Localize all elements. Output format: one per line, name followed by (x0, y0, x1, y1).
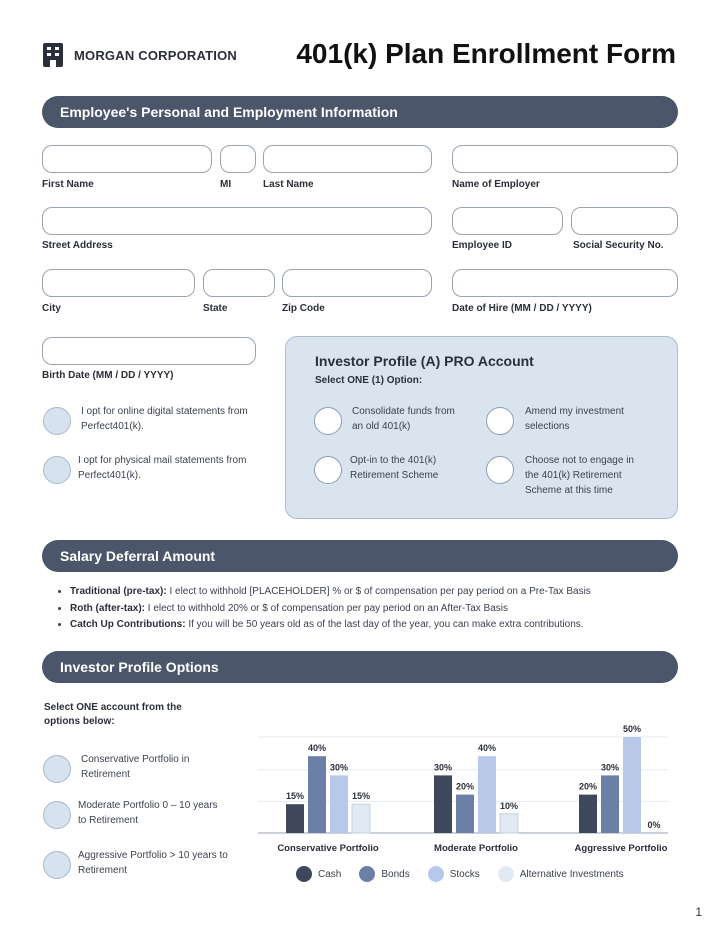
legend-swatch (296, 866, 312, 882)
bar-data-label: 40% (477, 743, 497, 754)
bar-stocks (330, 775, 348, 833)
conservative-portfolio-radio[interactable] (43, 755, 71, 783)
investor-box-title: Investor Profile (A) PRO Account (315, 353, 534, 369)
zip-code-field[interactable] (282, 269, 432, 297)
street-address-field[interactable] (42, 207, 432, 235)
category-label: Moderate Portfolio (434, 843, 518, 854)
building-icon (42, 42, 64, 68)
bar-data-label: 15% (285, 791, 305, 802)
bar-data-label: 20% (455, 781, 475, 792)
mi-field[interactable] (220, 145, 256, 173)
legend-swatch (359, 866, 375, 882)
zip-code-label: Zip Code (282, 303, 325, 314)
legend-label: Alternative Investments (519, 868, 624, 880)
opt-out-radio[interactable] (486, 456, 514, 484)
company-name: MORGAN CORPORATION (74, 47, 237, 63)
category-label: Aggressive Portfolio (574, 843, 668, 854)
ssn-field[interactable] (571, 207, 678, 235)
legend-item (498, 866, 624, 882)
last-name-field[interactable] (263, 145, 432, 173)
opt-in-radio[interactable] (314, 456, 342, 484)
document-title: 401(k) Plan Enrollment Form (296, 38, 676, 69)
legend-item (428, 866, 480, 882)
consolidate-funds-label: Consolidate funds from an old 401(k) (352, 406, 455, 432)
opt-in-label: Opt-in to the 401(k) Retirement Scheme (350, 455, 439, 481)
bar-data-label: 40% (307, 743, 327, 754)
last-name-label: Last Name (263, 179, 314, 190)
street-address-label: Street Address (42, 240, 113, 251)
first-name-label: First Name (42, 179, 94, 190)
legend-swatch (428, 866, 444, 882)
bar-cash (286, 804, 304, 833)
first-name-field[interactable] (42, 145, 212, 173)
bar-cash (579, 795, 597, 833)
city-field[interactable] (42, 269, 195, 297)
hire-date-field[interactable] (452, 269, 678, 297)
city-label: City (42, 303, 61, 314)
online-statements-label: I opt for online digital statements from Perfect401(k). (81, 406, 248, 432)
birth-date-label: Birth Date (MM / DD / YYYY) (42, 370, 174, 381)
state-field[interactable] (203, 269, 275, 297)
bar-data-label: 20% (578, 781, 598, 792)
legend-label: Bonds (381, 868, 410, 880)
employer-field[interactable] (452, 145, 678, 173)
amend-selections-label: Amend my investment selections (525, 406, 624, 432)
bar-data-label: 30% (433, 762, 453, 773)
portfolio-allocation-chart (258, 720, 678, 890)
legend-label: Stocks (449, 868, 480, 880)
category-label: Conservative Portfolio (277, 843, 379, 854)
legend-item (296, 866, 341, 882)
bar-bonds (601, 775, 619, 833)
bar-alternative-investments (500, 814, 518, 833)
aggressive-portfolio-radio[interactable] (43, 851, 71, 879)
bar-stocks (478, 756, 496, 833)
consolidate-funds-radio[interactable] (314, 407, 342, 435)
company-brand (42, 42, 237, 68)
moderate-portfolio-label: Moderate Portfolio 0 – 10 years to Retirement (78, 800, 218, 826)
bar-alternative-investments (352, 804, 370, 833)
ssn-label: Social Security No. (573, 240, 664, 251)
bar-data-label: 30% (600, 762, 620, 773)
page-number: 1 (695, 905, 702, 919)
bar-bonds (456, 795, 474, 833)
chart-svg (258, 720, 678, 860)
list-item: • Traditional (pre-tax): I elect to withhold [PLACEHOLDER] % or $ of compensation per pay period on a Pre-Tax Basis (70, 584, 591, 601)
employee-id-label: Employee ID (452, 240, 513, 251)
mail-statements-radio[interactable] (43, 456, 71, 484)
amend-selections-radio[interactable] (486, 407, 514, 435)
opt-out-label: Choose not to engage in the 401(k) Retirement Scheme at this time (525, 455, 634, 496)
bar-data-label: 0% (647, 820, 661, 830)
mi-label: MI (220, 179, 232, 190)
legend-label: Cash (318, 868, 342, 880)
investor-box-subtitle: Select ONE (1) Option: (315, 375, 423, 386)
bar-bonds (308, 756, 326, 833)
bar-data-label: 15% (351, 791, 371, 802)
deferral-list (70, 584, 591, 634)
bar-cash (434, 775, 452, 833)
online-statements-radio[interactable] (43, 407, 71, 435)
section-heading-salary: Salary Deferral Amount (42, 540, 678, 572)
select-account-note: Select ONE account from the options below: (44, 702, 182, 727)
bar-stocks (623, 737, 641, 833)
aggressive-portfolio-label: Aggressive Portfolio > 10 years to Retirement (78, 850, 228, 876)
bar-data-label: 50% (622, 724, 642, 734)
list-item: • Roth (after-tax): I elect to withhold 20% or $ of compensation per pay period on an After-Tax Basis (70, 601, 591, 618)
employer-label: Name of Employer (452, 179, 540, 190)
list-item: • Catch Up Contributions: If you will be 50 years old as of the last day of the year, you can make extra contributions. (70, 617, 591, 634)
bar-data-label: 30% (329, 762, 349, 773)
chart-legend (296, 866, 624, 882)
state-label: State (203, 303, 228, 314)
legend-swatch (498, 866, 514, 882)
section-heading-investor-options: Investor Profile Options (42, 651, 678, 683)
section-heading-personal: Employee's Personal and Employment Information (42, 96, 678, 128)
conservative-portfolio-label: Conservative Portfolio in Retirement (81, 754, 190, 780)
hire-date-label: Date of Hire (MM / DD / YYYY) (452, 303, 592, 314)
investor-profile-box (285, 336, 678, 519)
bar-data-label: 10% (499, 800, 519, 811)
moderate-portfolio-radio[interactable] (43, 801, 71, 829)
mail-statements-label: I opt for physical mail statements from Perfect401(k). (78, 455, 247, 481)
employee-id-field[interactable] (452, 207, 563, 235)
legend-item (359, 866, 409, 882)
birth-date-field[interactable] (42, 337, 256, 365)
